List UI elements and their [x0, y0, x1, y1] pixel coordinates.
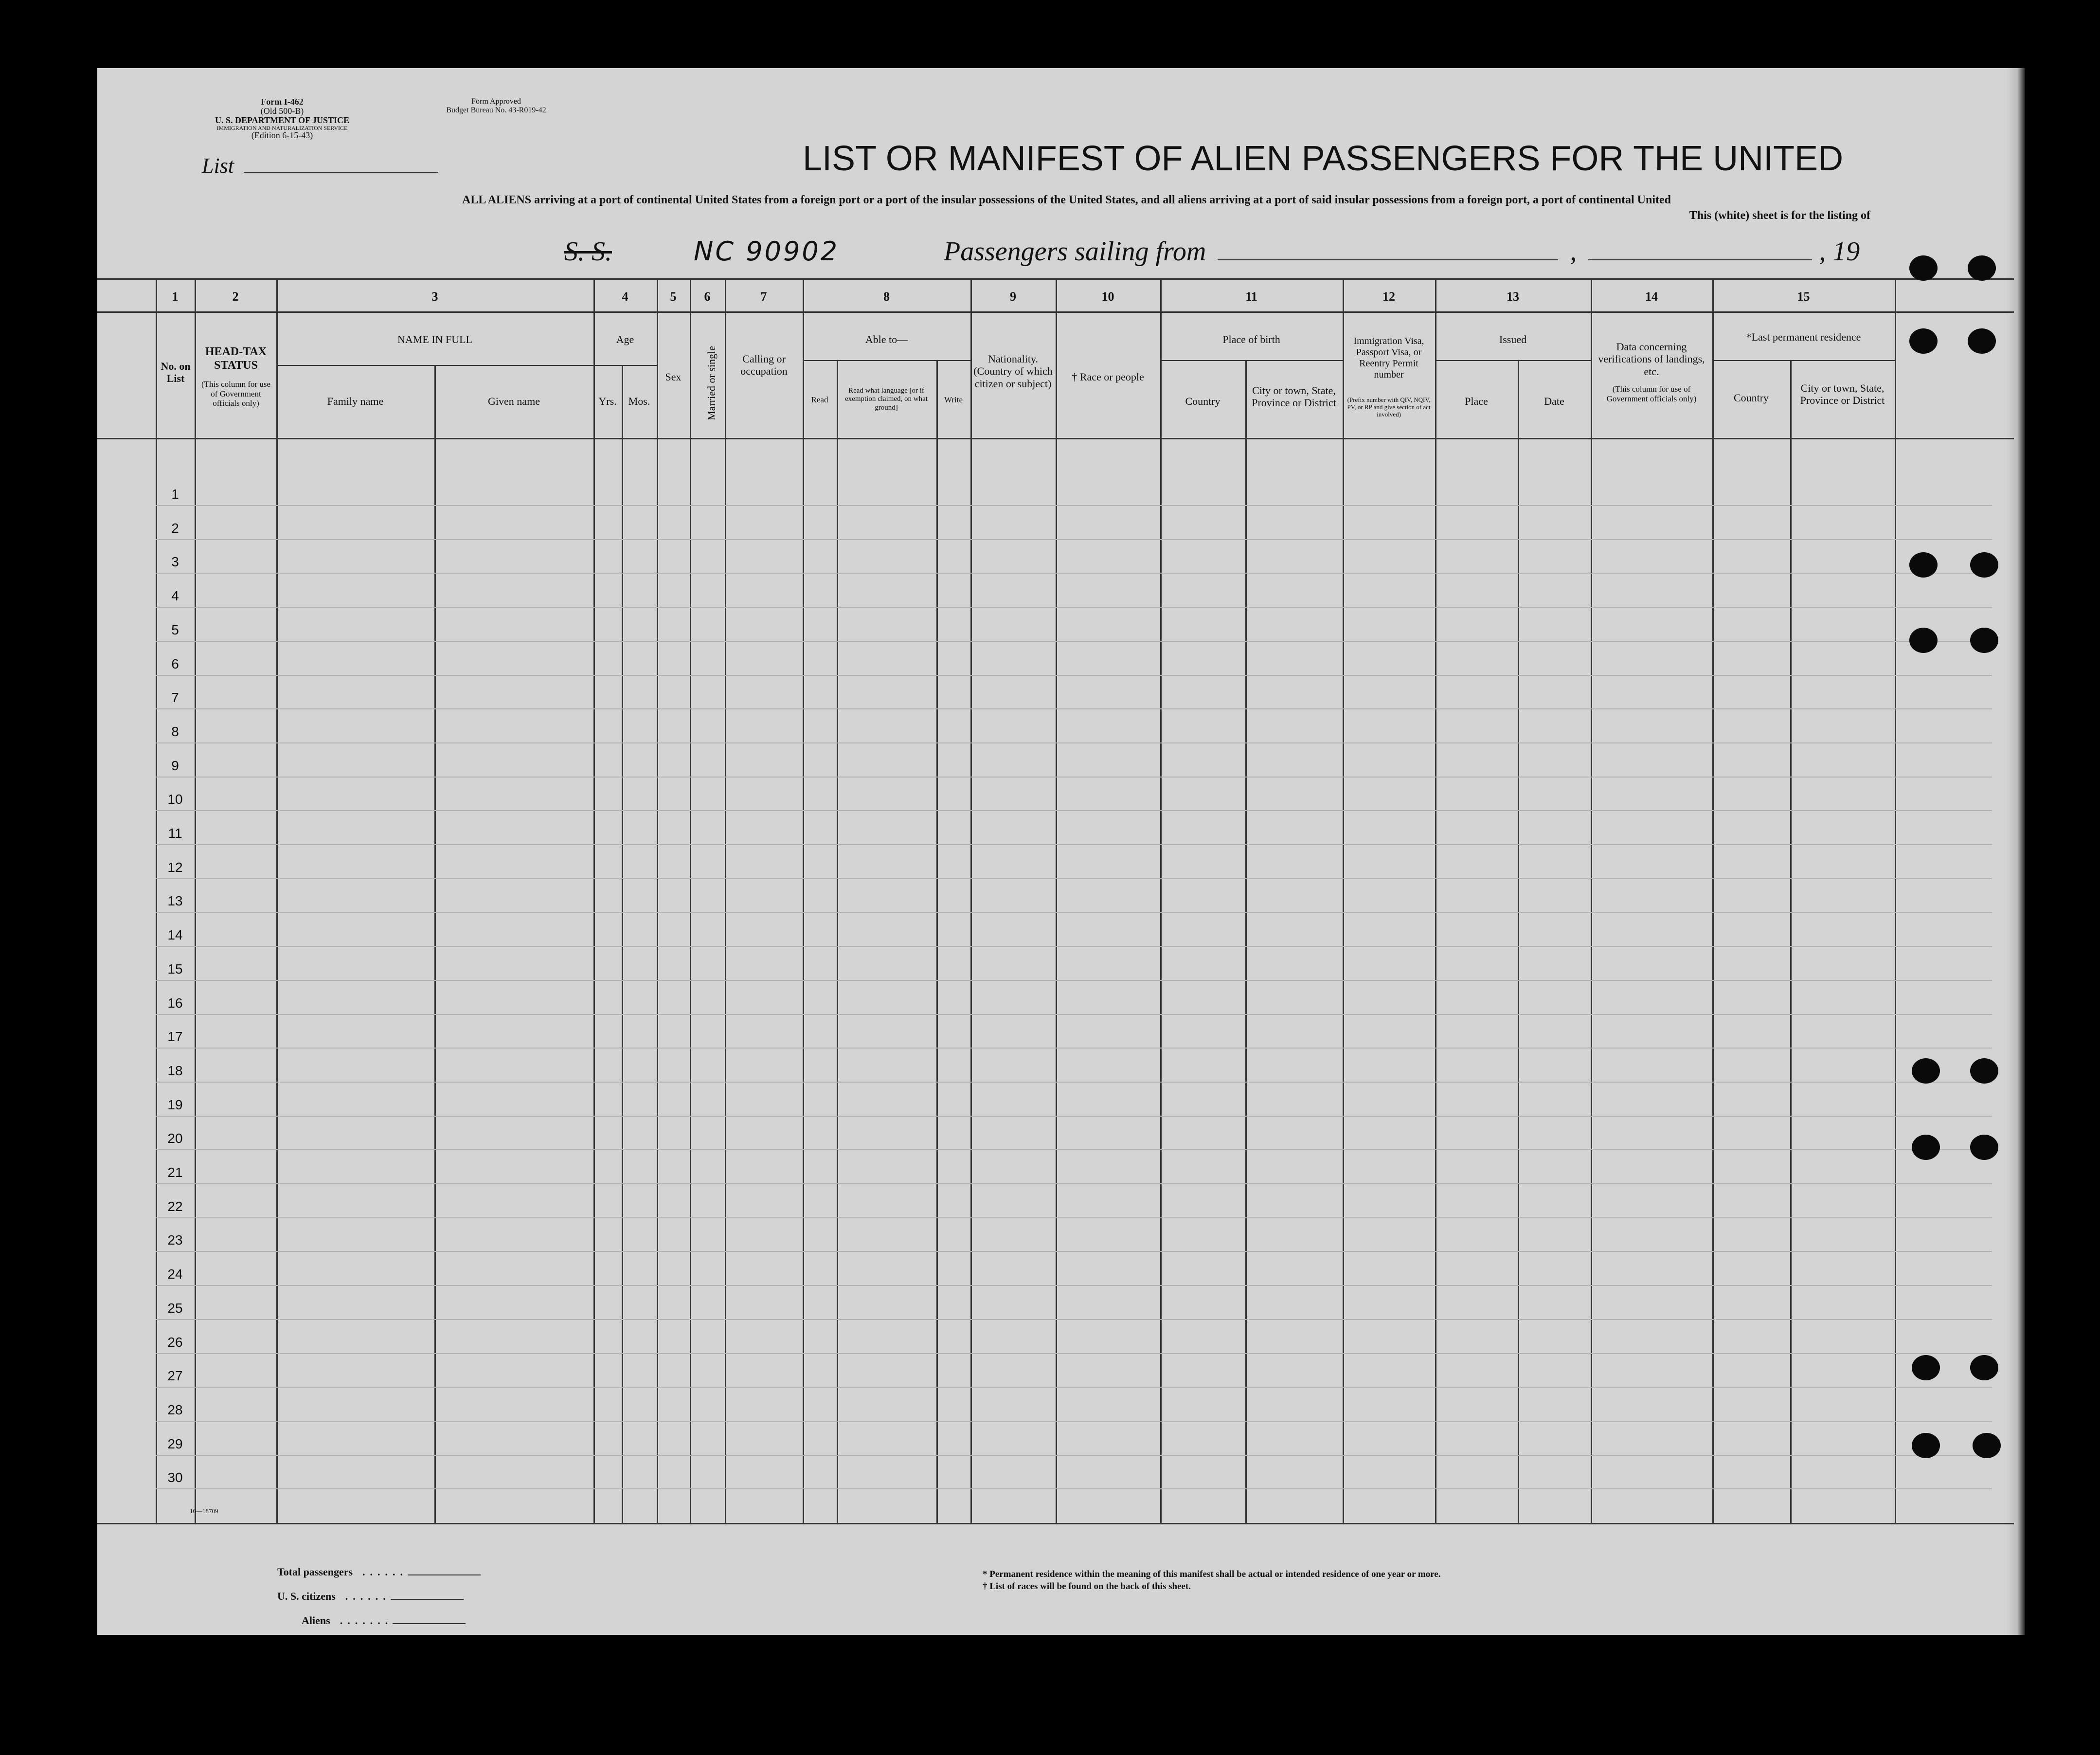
row-number: 16 [167, 995, 183, 1011]
print-code: 16—18709 [190, 1507, 218, 1515]
col-number: 15 [1797, 289, 1810, 304]
punch-hole [1909, 628, 1938, 653]
col-number: 6 [704, 289, 711, 304]
row-number: 13 [167, 893, 183, 908]
header-visa: Immigration Visa, Passport Visa, or Reentry Permit number [1353, 336, 1424, 380]
header-calling: Calling or occupation [740, 353, 788, 378]
col-line [657, 278, 658, 1524]
table-row-line [156, 1319, 1992, 1320]
col-line [1343, 278, 1344, 1524]
row-number: 14 [167, 927, 183, 942]
punch-hole [1912, 1355, 1940, 1380]
col-number: 2 [232, 289, 239, 304]
table-row-line [156, 539, 1992, 540]
punch-hole [1909, 328, 1938, 354]
header-sex: Sex [665, 371, 682, 383]
col-number: 3 [431, 289, 438, 304]
header-visa-note: (Prefix number with QIV, NQIV, PV, or RP and give section of act involved) [1347, 396, 1431, 418]
table-row-line [156, 878, 1992, 879]
col-number: 9 [1010, 289, 1016, 304]
table-row-line [156, 742, 1992, 743]
punch-hole [1912, 1058, 1940, 1084]
form-service: IMMIGRATION AND NATURALIZATION SERVICE [216, 124, 348, 131]
footnote-residence: * Permanent residence within the meaning of this manifest shall be actual or intended residence of one year or more. [983, 1569, 1441, 1579]
col-line [1245, 360, 1247, 1524]
punch-hole [1968, 328, 1996, 354]
punch-hole [1909, 255, 1938, 281]
row-number: 29 [167, 1436, 183, 1451]
col-line [803, 278, 804, 1524]
col-line [276, 278, 278, 1524]
header-read: Read [811, 395, 828, 404]
footnote-races: † List of races will be found on the back of this sheet. [983, 1581, 1191, 1592]
form-approval-block [409, 97, 584, 114]
row-number: 9 [171, 758, 179, 773]
row-number: 11 [168, 826, 182, 841]
header-race: † Race or people [1072, 371, 1144, 383]
row-number: 18 [167, 1063, 183, 1078]
punch-hole [1970, 552, 1998, 578]
table-row-line [156, 1217, 1992, 1218]
ss-line [564, 236, 839, 267]
col-number: 5 [670, 289, 677, 304]
header-residence-country: Country [1733, 392, 1769, 404]
row-number: 23 [167, 1232, 183, 1248]
table-row-line [156, 912, 1992, 913]
us-citizens-label: U. S. citizens ...... [277, 1590, 464, 1603]
list-label: List [202, 153, 438, 178]
form-department: U. S. DEPARTMENT OF JUSTICE [215, 115, 350, 125]
header-head-tax-note: (This column for use of Government officials only) [201, 380, 271, 408]
row-number: 28 [167, 1402, 183, 1417]
table-row-line [156, 1251, 1992, 1252]
header-married: Married or single [705, 346, 718, 420]
table-row-line [156, 1488, 1992, 1489]
form-number: Form I-462 [261, 97, 304, 107]
header-name-in-full: NAME IN FULL [397, 333, 472, 345]
subheader-line [276, 365, 595, 366]
table-row-line [156, 1082, 1992, 1083]
table-row-line [156, 777, 1992, 778]
row-number: 5 [171, 622, 179, 637]
col-number: 4 [622, 289, 628, 304]
table-row-line [156, 641, 1992, 642]
row-number: 24 [167, 1266, 183, 1282]
col-number: 7 [760, 289, 767, 304]
header-given-name: Given name [488, 395, 540, 407]
header-last-residence: *Last permanent residence [1746, 331, 1861, 343]
header-issued-date: Date [1544, 395, 1564, 407]
punch-hole [1970, 1135, 1998, 1160]
col-number: 8 [883, 289, 890, 304]
header-yrs: Yrs. [598, 395, 617, 407]
header-read-language: Read what language [or if exemption claimed, on what ground] [845, 387, 928, 412]
year-label: , 19 [1819, 236, 1860, 267]
table-row-line [156, 810, 1992, 811]
total-passengers-label: Total passengers ...... [277, 1566, 481, 1578]
punch-hole [1912, 1135, 1940, 1160]
row-number: 19 [167, 1097, 183, 1112]
col-line [725, 278, 726, 1524]
col-line [1160, 278, 1162, 1524]
budget-bureau: Budget Bureau No. 43-R019-42 [446, 106, 546, 114]
table-row-line [156, 844, 1992, 845]
header-issued: Issued [1499, 333, 1527, 345]
punch-hole [1973, 1433, 2001, 1458]
row-number: 8 [171, 724, 179, 739]
table-row-line [156, 1014, 1992, 1015]
row-number: 6 [171, 656, 179, 671]
row-number: 3 [171, 554, 179, 569]
header-head-tax: HEAD-TAX STATUS [205, 345, 267, 372]
row-number: 12 [167, 860, 183, 875]
row-number: 10 [167, 792, 183, 807]
col-number: 14 [1645, 289, 1658, 304]
row-number: 15 [167, 961, 183, 977]
table-row-line [156, 1116, 1992, 1117]
punch-hole [1970, 628, 1998, 653]
punch-hole [1968, 255, 1996, 281]
subheader-line [593, 365, 657, 366]
row-number: 22 [167, 1199, 183, 1214]
col-line [1790, 360, 1792, 1524]
table-row-line [156, 505, 1992, 506]
subheader-line [803, 360, 970, 361]
header-birth-city: City or town, State, Province or District [1252, 384, 1336, 409]
table-row-line [156, 1421, 1992, 1422]
col-number: 1 [172, 289, 179, 304]
row-number: 20 [167, 1131, 183, 1146]
col-line [936, 360, 938, 1524]
ss-handwritten-number: NC 90902 [694, 236, 840, 267]
subtitle-2: This (white) sheet is for the listing of [1689, 209, 1870, 222]
table-row-line [156, 573, 1992, 574]
punch-hole [1970, 1355, 1998, 1380]
header-able-to: Able to— [865, 333, 908, 345]
row-number: 21 [167, 1165, 183, 1180]
row-number: 27 [167, 1368, 183, 1383]
form-id-block [185, 97, 379, 140]
table-row-line [156, 708, 1992, 709]
page-title: LIST OR MANIFEST OF ALIEN PASSENGERS FOR THE UNITED [803, 139, 1844, 178]
subheader-line [1160, 360, 1343, 361]
header-residence-city: City or town, State, Province or District [1800, 382, 1885, 407]
row-number: 4 [171, 588, 179, 603]
subheader-line [1712, 360, 1895, 361]
header-issued-place: Place [1465, 395, 1488, 407]
header-mos: Mos. [628, 395, 650, 407]
form-edition: (Edition 6-15-43) [251, 130, 313, 141]
punch-hole [1909, 552, 1938, 578]
ss-label: S. S. [564, 236, 612, 267]
header-age: Age [616, 333, 634, 345]
col-line [1435, 278, 1436, 1524]
col-line [1712, 278, 1714, 1524]
table-row-line [156, 1285, 1992, 1286]
col-line [1895, 278, 1896, 1524]
header-family-name: Family name [327, 395, 384, 407]
row-number: 26 [167, 1335, 183, 1350]
col-number: 13 [1507, 289, 1519, 304]
table-row-line [156, 980, 1992, 981]
header-data-note: (This column for use of Government officials only) [1606, 384, 1697, 403]
col-line [837, 360, 838, 1524]
subtitle: ALL ALIENS arriving at a port of continental United States from a foreign port or a port of the insular possessions of the United States, and all aliens arriving at a port of said insular possessions from a foreign port, a port of continental United [462, 194, 1671, 206]
sailing-from-line: Passengers sailing from , , 19 [944, 236, 1860, 267]
col-number: 10 [1101, 289, 1114, 304]
col-number: 12 [1382, 289, 1395, 304]
header-data-concerning: Data concerning verifications of landings, etc. [1598, 341, 1705, 378]
row-number: 7 [171, 690, 179, 705]
col-line [690, 278, 691, 1524]
row-number: 30 [167, 1470, 183, 1485]
punch-hole [1912, 1433, 1940, 1458]
col-line [1591, 278, 1592, 1524]
col-line [593, 278, 595, 1524]
sailing-label: Passengers sailing from [944, 236, 1206, 267]
table-row-line [156, 1048, 1992, 1049]
header-birth-country: Country [1185, 395, 1221, 407]
row-number: 17 [167, 1029, 183, 1044]
table-row-line [156, 1455, 1992, 1456]
row-number: 2 [171, 521, 179, 536]
table-row-line [156, 946, 1992, 947]
header-no-on-list: No. on List [161, 360, 191, 385]
header-place-of-birth: Place of birth [1222, 333, 1280, 345]
punch-hole [1970, 1058, 1998, 1084]
aliens-label: Aliens ....... [302, 1614, 466, 1627]
table-row-line [156, 1387, 1992, 1388]
col-line [195, 278, 196, 1524]
form-approved: Form Approved [471, 97, 521, 106]
table-row-line [156, 1183, 1992, 1184]
table-row-line [156, 675, 1992, 676]
form-old-number: (Old 500-B) [260, 106, 304, 116]
header-write: Write [944, 395, 963, 404]
row-number: 25 [167, 1301, 183, 1316]
row-number: 1 [171, 487, 179, 502]
col-line [970, 278, 972, 1524]
table-row-line [156, 1149, 1992, 1150]
col-line [1056, 278, 1057, 1524]
col-line [1518, 360, 1519, 1524]
paper-edge [2006, 68, 2025, 1635]
manifest-sheet [97, 68, 2016, 1635]
table-row-line [156, 607, 1992, 608]
col-number: 11 [1245, 289, 1257, 304]
table-row-line [156, 1353, 1992, 1354]
subheader-line [1435, 360, 1591, 361]
header-nationality: Nationality. (Country of which citizen or subject) [973, 353, 1053, 390]
